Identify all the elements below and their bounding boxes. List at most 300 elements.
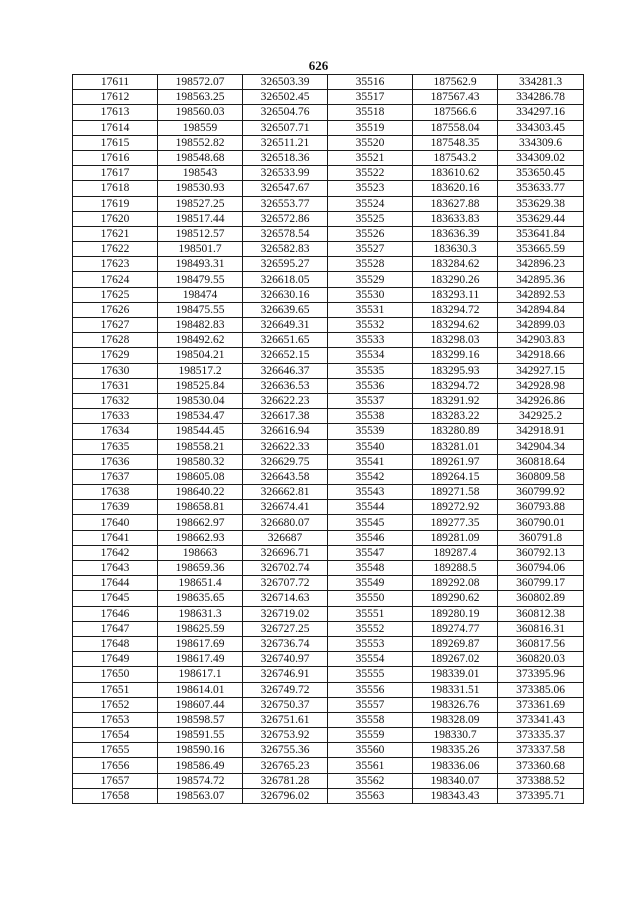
cell-x-coordinate-b: 189288.5 (413, 561, 498, 576)
cell-point-number-a: 17656 (73, 758, 158, 773)
table-row (73, 257, 584, 272)
cell-x-coordinate-b: 183294.72 (413, 378, 498, 393)
cell-x-coordinate-b: 198340.07 (413, 773, 498, 788)
cell-y-coordinate-a: 326504.76 (243, 105, 328, 120)
cell-y-coordinate-b: 342896.23 (498, 257, 584, 272)
cell-y-coordinate-b: 334303.45 (498, 120, 584, 135)
cell-y-coordinate-a: 326643.58 (243, 469, 328, 484)
cell-point-number-b: 35532 (328, 318, 413, 333)
cell-y-coordinate-b: 373341.43 (498, 712, 584, 727)
table-row (73, 667, 584, 682)
table-row (73, 318, 584, 333)
cell-x-coordinate-a: 198544.45 (158, 424, 243, 439)
table-row (73, 226, 584, 241)
table-row (73, 393, 584, 408)
cell-x-coordinate-b: 189272.92 (413, 500, 498, 515)
cell-point-number-a: 17657 (73, 773, 158, 788)
cell-point-number-a: 17643 (73, 561, 158, 576)
cell-point-number-a: 17649 (73, 652, 158, 667)
cell-y-coordinate-a: 326719.02 (243, 606, 328, 621)
cell-point-number-a: 17640 (73, 515, 158, 530)
cell-y-coordinate-b: 360793.88 (498, 500, 584, 515)
table-row (73, 515, 584, 530)
cell-point-number-b: 35537 (328, 393, 413, 408)
cell-x-coordinate-a: 198586.49 (158, 758, 243, 773)
cell-x-coordinate-b: 183298.03 (413, 333, 498, 348)
cell-point-number-a: 17621 (73, 226, 158, 241)
cell-y-coordinate-b: 342927.15 (498, 363, 584, 378)
cell-y-coordinate-b: 360812.38 (498, 606, 584, 621)
cell-point-number-a: 17651 (73, 682, 158, 697)
cell-x-coordinate-a: 198552.82 (158, 135, 243, 150)
table-row (73, 75, 584, 90)
cell-point-number-a: 17652 (73, 697, 158, 712)
cell-y-coordinate-b: 334309.02 (498, 150, 584, 165)
cell-point-number-a: 17632 (73, 393, 158, 408)
table-row (73, 181, 584, 196)
cell-x-coordinate-a: 198580.32 (158, 454, 243, 469)
cell-point-number-b: 35516 (328, 75, 413, 90)
cell-x-coordinate-a: 198558.21 (158, 439, 243, 454)
cell-y-coordinate-a: 326622.23 (243, 393, 328, 408)
cell-point-number-a: 17612 (73, 90, 158, 105)
cell-x-coordinate-b: 183299.16 (413, 348, 498, 363)
cell-x-coordinate-b: 183283.22 (413, 409, 498, 424)
cell-point-number-a: 17641 (73, 530, 158, 545)
cell-x-coordinate-b: 183636.39 (413, 226, 498, 241)
table-row (73, 211, 584, 226)
cell-y-coordinate-a: 326651.65 (243, 333, 328, 348)
cell-y-coordinate-a: 326646.37 (243, 363, 328, 378)
cell-y-coordinate-a: 326622.33 (243, 439, 328, 454)
table-row (73, 105, 584, 120)
cell-y-coordinate-b: 353650.45 (498, 166, 584, 181)
cell-y-coordinate-a: 326781.28 (243, 773, 328, 788)
cell-y-coordinate-a: 326595.27 (243, 257, 328, 272)
table-row (73, 652, 584, 667)
cell-y-coordinate-b: 342928.98 (498, 378, 584, 393)
cell-point-number-a: 17638 (73, 485, 158, 500)
cell-y-coordinate-b: 342894.84 (498, 302, 584, 317)
cell-x-coordinate-b: 183630.3 (413, 242, 498, 257)
cell-point-number-b: 35520 (328, 135, 413, 150)
cell-x-coordinate-b: 183633.83 (413, 211, 498, 226)
cell-y-coordinate-a: 326702.74 (243, 561, 328, 576)
cell-y-coordinate-a: 326518.36 (243, 150, 328, 165)
cell-x-coordinate-a: 198548.68 (158, 150, 243, 165)
table-row (73, 545, 584, 560)
table-row (73, 196, 584, 211)
cell-y-coordinate-b: 334309.6 (498, 135, 584, 150)
cell-y-coordinate-a: 326617.38 (243, 409, 328, 424)
table-row (73, 530, 584, 545)
table-row (73, 758, 584, 773)
table-row (73, 150, 584, 165)
cell-point-number-b: 35563 (328, 788, 413, 803)
cell-point-number-b: 35541 (328, 454, 413, 469)
cell-x-coordinate-a: 198563.07 (158, 788, 243, 803)
cell-y-coordinate-b: 360820.03 (498, 652, 584, 667)
cell-point-number-a: 17646 (73, 606, 158, 621)
table-row (73, 636, 584, 651)
cell-point-number-a: 17653 (73, 712, 158, 727)
table-row (73, 302, 584, 317)
cell-x-coordinate-a: 198474 (158, 287, 243, 302)
cell-y-coordinate-b: 373388.52 (498, 773, 584, 788)
cell-point-number-a: 17635 (73, 439, 158, 454)
cell-x-coordinate-a: 198527.25 (158, 196, 243, 211)
cell-y-coordinate-b: 334286.78 (498, 90, 584, 105)
cell-x-coordinate-b: 198343.43 (413, 788, 498, 803)
cell-point-number-a: 17637 (73, 469, 158, 484)
cell-y-coordinate-a: 326616.94 (243, 424, 328, 439)
cell-x-coordinate-b: 183295.93 (413, 363, 498, 378)
cell-point-number-a: 17616 (73, 150, 158, 165)
cell-point-number-b: 35519 (328, 120, 413, 135)
cell-y-coordinate-b: 360818.64 (498, 454, 584, 469)
cell-y-coordinate-b: 360802.89 (498, 591, 584, 606)
cell-point-number-a: 17634 (73, 424, 158, 439)
cell-y-coordinate-a: 326750.37 (243, 697, 328, 712)
cell-x-coordinate-a: 198607.44 (158, 697, 243, 712)
cell-y-coordinate-a: 326755.36 (243, 743, 328, 758)
cell-point-number-a: 17623 (73, 257, 158, 272)
cell-x-coordinate-a: 198617.49 (158, 652, 243, 667)
cell-y-coordinate-b: 334281.3 (498, 75, 584, 90)
cell-point-number-a: 17613 (73, 105, 158, 120)
cell-point-number-b: 35542 (328, 469, 413, 484)
cell-y-coordinate-a: 326652.15 (243, 348, 328, 363)
cell-point-number-b: 35522 (328, 166, 413, 181)
cell-point-number-b: 35527 (328, 242, 413, 257)
cell-y-coordinate-a: 326639.65 (243, 302, 328, 317)
cell-y-coordinate-a: 326727.25 (243, 621, 328, 636)
cell-y-coordinate-a: 326578.54 (243, 226, 328, 241)
cell-y-coordinate-b: 360816.31 (498, 621, 584, 636)
cell-point-number-b: 35544 (328, 500, 413, 515)
cell-point-number-b: 35554 (328, 652, 413, 667)
cell-y-coordinate-b: 342925.2 (498, 409, 584, 424)
cell-y-coordinate-b: 360809.58 (498, 469, 584, 484)
cell-y-coordinate-a: 326547.67 (243, 181, 328, 196)
cell-point-number-b: 35555 (328, 667, 413, 682)
cell-point-number-b: 35558 (328, 712, 413, 727)
cell-point-number-a: 17648 (73, 636, 158, 651)
cell-y-coordinate-a: 326572.86 (243, 211, 328, 226)
cell-point-number-a: 17647 (73, 621, 158, 636)
cell-y-coordinate-b: 373395.71 (498, 788, 584, 803)
cell-point-number-b: 35524 (328, 196, 413, 211)
cell-point-number-b: 35523 (328, 181, 413, 196)
cell-y-coordinate-b: 360792.13 (498, 545, 584, 560)
cell-y-coordinate-a: 326736.74 (243, 636, 328, 651)
cell-x-coordinate-a: 198617.1 (158, 667, 243, 682)
cell-y-coordinate-b: 373361.69 (498, 697, 584, 712)
cell-x-coordinate-a: 198525.84 (158, 378, 243, 393)
cell-point-number-a: 17627 (73, 318, 158, 333)
cell-point-number-b: 35550 (328, 591, 413, 606)
cell-y-coordinate-a: 326696.71 (243, 545, 328, 560)
cell-x-coordinate-a: 198625.59 (158, 621, 243, 636)
cell-x-coordinate-b: 189271.58 (413, 485, 498, 500)
cell-point-number-b: 35531 (328, 302, 413, 317)
cell-x-coordinate-a: 198560.03 (158, 105, 243, 120)
cell-x-coordinate-a: 198517.2 (158, 363, 243, 378)
cell-x-coordinate-b: 198326.76 (413, 697, 498, 712)
cell-x-coordinate-a: 198662.97 (158, 515, 243, 530)
table-row (73, 712, 584, 727)
cell-x-coordinate-b: 189274.77 (413, 621, 498, 636)
table-row (73, 90, 584, 105)
cell-point-number-b: 35534 (328, 348, 413, 363)
table-row (73, 333, 584, 348)
cell-x-coordinate-b: 189287.4 (413, 545, 498, 560)
cell-x-coordinate-a: 198559 (158, 120, 243, 135)
table-row (73, 743, 584, 758)
cell-x-coordinate-a: 198517.44 (158, 211, 243, 226)
cell-y-coordinate-b: 360794.06 (498, 561, 584, 576)
cell-y-coordinate-a: 326629.75 (243, 454, 328, 469)
cell-point-number-a: 17650 (73, 667, 158, 682)
page-number: 626 (308, 58, 329, 73)
cell-y-coordinate-a: 326796.02 (243, 788, 328, 803)
table-row (73, 409, 584, 424)
cell-point-number-b: 35536 (328, 378, 413, 393)
cell-point-number-a: 17636 (73, 454, 158, 469)
cell-point-number-a: 17629 (73, 348, 158, 363)
cell-point-number-b: 35533 (328, 333, 413, 348)
cell-x-coordinate-b: 198335.26 (413, 743, 498, 758)
table-row (73, 424, 584, 439)
cell-y-coordinate-a: 326746.91 (243, 667, 328, 682)
cell-x-coordinate-a: 198631.3 (158, 606, 243, 621)
table-row (73, 500, 584, 515)
table-row (73, 773, 584, 788)
cell-point-number-b: 35525 (328, 211, 413, 226)
cell-point-number-a: 17620 (73, 211, 158, 226)
cell-x-coordinate-b: 198330.7 (413, 728, 498, 743)
cell-point-number-b: 35553 (328, 636, 413, 651)
cell-y-coordinate-b: 334297.16 (498, 105, 584, 120)
cell-y-coordinate-b: 373385.06 (498, 682, 584, 697)
cell-point-number-b: 35521 (328, 150, 413, 165)
cell-point-number-a: 17654 (73, 728, 158, 743)
cell-x-coordinate-b: 183610.62 (413, 166, 498, 181)
cell-y-coordinate-b: 353641.84 (498, 226, 584, 241)
cell-y-coordinate-b: 342926.86 (498, 393, 584, 408)
cell-point-number-b: 35543 (328, 485, 413, 500)
cell-point-number-b: 35540 (328, 439, 413, 454)
cell-point-number-a: 17630 (73, 363, 158, 378)
cell-point-number-a: 17618 (73, 181, 158, 196)
cell-point-number-b: 35556 (328, 682, 413, 697)
cell-y-coordinate-b: 342892.53 (498, 287, 584, 302)
cell-x-coordinate-a: 198501.7 (158, 242, 243, 257)
table-row (73, 788, 584, 803)
cell-y-coordinate-b: 360791.8 (498, 530, 584, 545)
table-row (73, 272, 584, 287)
cell-y-coordinate-b: 360790.01 (498, 515, 584, 530)
cell-point-number-a: 17615 (73, 135, 158, 150)
cell-y-coordinate-a: 326753.92 (243, 728, 328, 743)
cell-y-coordinate-a: 326740.97 (243, 652, 328, 667)
cell-x-coordinate-b: 183294.62 (413, 318, 498, 333)
table-row (73, 135, 584, 150)
cell-x-coordinate-a: 198658.81 (158, 500, 243, 515)
cell-point-number-b: 35547 (328, 545, 413, 560)
cell-y-coordinate-b: 342904.34 (498, 439, 584, 454)
table-row (73, 697, 584, 712)
cell-y-coordinate-a: 326636.53 (243, 378, 328, 393)
cell-x-coordinate-a: 198475.55 (158, 302, 243, 317)
cell-x-coordinate-b: 187562.9 (413, 75, 498, 90)
cell-point-number-b: 35552 (328, 621, 413, 636)
table-row (73, 454, 584, 469)
cell-point-number-b: 35526 (328, 226, 413, 241)
cell-x-coordinate-a: 198543 (158, 166, 243, 181)
cell-x-coordinate-a: 198617.69 (158, 636, 243, 651)
cell-point-number-a: 17614 (73, 120, 158, 135)
cell-x-coordinate-a: 198614.01 (158, 682, 243, 697)
cell-point-number-b: 35546 (328, 530, 413, 545)
cell-y-coordinate-a: 326502.45 (243, 90, 328, 105)
cell-y-coordinate-b: 353633.77 (498, 181, 584, 196)
cell-x-coordinate-b: 183284.62 (413, 257, 498, 272)
cell-x-coordinate-a: 198598.57 (158, 712, 243, 727)
cell-y-coordinate-b: 342899.03 (498, 318, 584, 333)
cell-point-number-a: 17655 (73, 743, 158, 758)
cell-point-number-a: 17644 (73, 576, 158, 591)
cell-x-coordinate-b: 189290.62 (413, 591, 498, 606)
cell-point-number-b: 35548 (328, 561, 413, 576)
cell-x-coordinate-b: 183291.92 (413, 393, 498, 408)
cell-point-number-b: 35530 (328, 287, 413, 302)
cell-y-coordinate-b: 373360.68 (498, 758, 584, 773)
cell-y-coordinate-a: 326582.83 (243, 242, 328, 257)
table-row (73, 242, 584, 257)
cell-point-number-a: 17619 (73, 196, 158, 211)
cell-x-coordinate-a: 198651.4 (158, 576, 243, 591)
cell-x-coordinate-b: 198328.09 (413, 712, 498, 727)
cell-x-coordinate-b: 189281.09 (413, 530, 498, 545)
cell-x-coordinate-b: 189269.87 (413, 636, 498, 651)
cell-x-coordinate-a: 198493.31 (158, 257, 243, 272)
cell-point-number-b: 35551 (328, 606, 413, 621)
table-row (73, 576, 584, 591)
cell-y-coordinate-a: 326618.05 (243, 272, 328, 287)
cell-point-number-a: 17611 (73, 75, 158, 90)
cell-x-coordinate-a: 198662.93 (158, 530, 243, 545)
cell-point-number-b: 35562 (328, 773, 413, 788)
cell-x-coordinate-a: 198534.47 (158, 409, 243, 424)
cell-point-number-b: 35535 (328, 363, 413, 378)
cell-x-coordinate-a: 198512.57 (158, 226, 243, 241)
cell-x-coordinate-a: 198530.04 (158, 393, 243, 408)
cell-y-coordinate-b: 342918.91 (498, 424, 584, 439)
cell-x-coordinate-b: 189264.15 (413, 469, 498, 484)
cell-y-coordinate-b: 342903.83 (498, 333, 584, 348)
cell-x-coordinate-a: 198530.93 (158, 181, 243, 196)
cell-x-coordinate-b: 187548.35 (413, 135, 498, 150)
cell-y-coordinate-b: 360817.56 (498, 636, 584, 651)
cell-x-coordinate-b: 183620.16 (413, 181, 498, 196)
cell-y-coordinate-a: 326680.07 (243, 515, 328, 530)
cell-point-number-b: 35560 (328, 743, 413, 758)
cell-point-number-a: 17645 (73, 591, 158, 606)
cell-x-coordinate-b: 187566.6 (413, 105, 498, 120)
cell-x-coordinate-a: 198574.72 (158, 773, 243, 788)
cell-x-coordinate-a: 198591.55 (158, 728, 243, 743)
cell-x-coordinate-b: 183280.89 (413, 424, 498, 439)
cell-x-coordinate-b: 183294.72 (413, 302, 498, 317)
cell-point-number-a: 17658 (73, 788, 158, 803)
cell-point-number-a: 17626 (73, 302, 158, 317)
cell-x-coordinate-a: 198605.08 (158, 469, 243, 484)
cell-x-coordinate-b: 183293.11 (413, 287, 498, 302)
cell-y-coordinate-a: 326662.81 (243, 485, 328, 500)
table-row (73, 485, 584, 500)
table-row (73, 728, 584, 743)
coordinates-table (72, 74, 584, 804)
cell-x-coordinate-a: 198482.83 (158, 318, 243, 333)
cell-point-number-a: 17622 (73, 242, 158, 257)
cell-y-coordinate-b: 373395.96 (498, 667, 584, 682)
cell-point-number-b: 35549 (328, 576, 413, 591)
cell-y-coordinate-b: 342895.36 (498, 272, 584, 287)
table-row (73, 682, 584, 697)
cell-point-number-b: 35559 (328, 728, 413, 743)
cell-y-coordinate-b: 360799.92 (498, 485, 584, 500)
cell-x-coordinate-b: 189267.02 (413, 652, 498, 667)
table-row (73, 120, 584, 135)
cell-x-coordinate-a: 198563.25 (158, 90, 243, 105)
cell-x-coordinate-b: 187558.04 (413, 120, 498, 135)
table-row (73, 469, 584, 484)
cell-point-number-b: 35545 (328, 515, 413, 530)
cell-y-coordinate-b: 373335.37 (498, 728, 584, 743)
cell-x-coordinate-a: 198492.62 (158, 333, 243, 348)
cell-y-coordinate-a: 326553.77 (243, 196, 328, 211)
cell-x-coordinate-a: 198590.16 (158, 743, 243, 758)
cell-x-coordinate-a: 198640.22 (158, 485, 243, 500)
cell-x-coordinate-b: 189261.97 (413, 454, 498, 469)
cell-x-coordinate-b: 187543.2 (413, 150, 498, 165)
cell-point-number-b: 35561 (328, 758, 413, 773)
cell-point-number-a: 17624 (73, 272, 158, 287)
cell-x-coordinate-b: 183281.01 (413, 439, 498, 454)
cell-point-number-a: 17639 (73, 500, 158, 515)
cell-y-coordinate-a: 326751.61 (243, 712, 328, 727)
cell-x-coordinate-b: 183627.88 (413, 196, 498, 211)
cell-point-number-a: 17625 (73, 287, 158, 302)
cell-x-coordinate-b: 183290.26 (413, 272, 498, 287)
table-row (73, 591, 584, 606)
table-body (73, 75, 584, 804)
cell-y-coordinate-a: 326765.23 (243, 758, 328, 773)
cell-y-coordinate-a: 326511.21 (243, 135, 328, 150)
table-row (73, 378, 584, 393)
cell-y-coordinate-b: 353665.59 (498, 242, 584, 257)
table-row (73, 287, 584, 302)
cell-point-number-a: 17642 (73, 545, 158, 560)
cell-x-coordinate-a: 198572.07 (158, 75, 243, 90)
cell-y-coordinate-a: 326630.16 (243, 287, 328, 302)
cell-x-coordinate-b: 189277.35 (413, 515, 498, 530)
cell-point-number-b: 35518 (328, 105, 413, 120)
cell-x-coordinate-a: 198663 (158, 545, 243, 560)
cell-point-number-a: 17628 (73, 333, 158, 348)
table-row (73, 439, 584, 454)
